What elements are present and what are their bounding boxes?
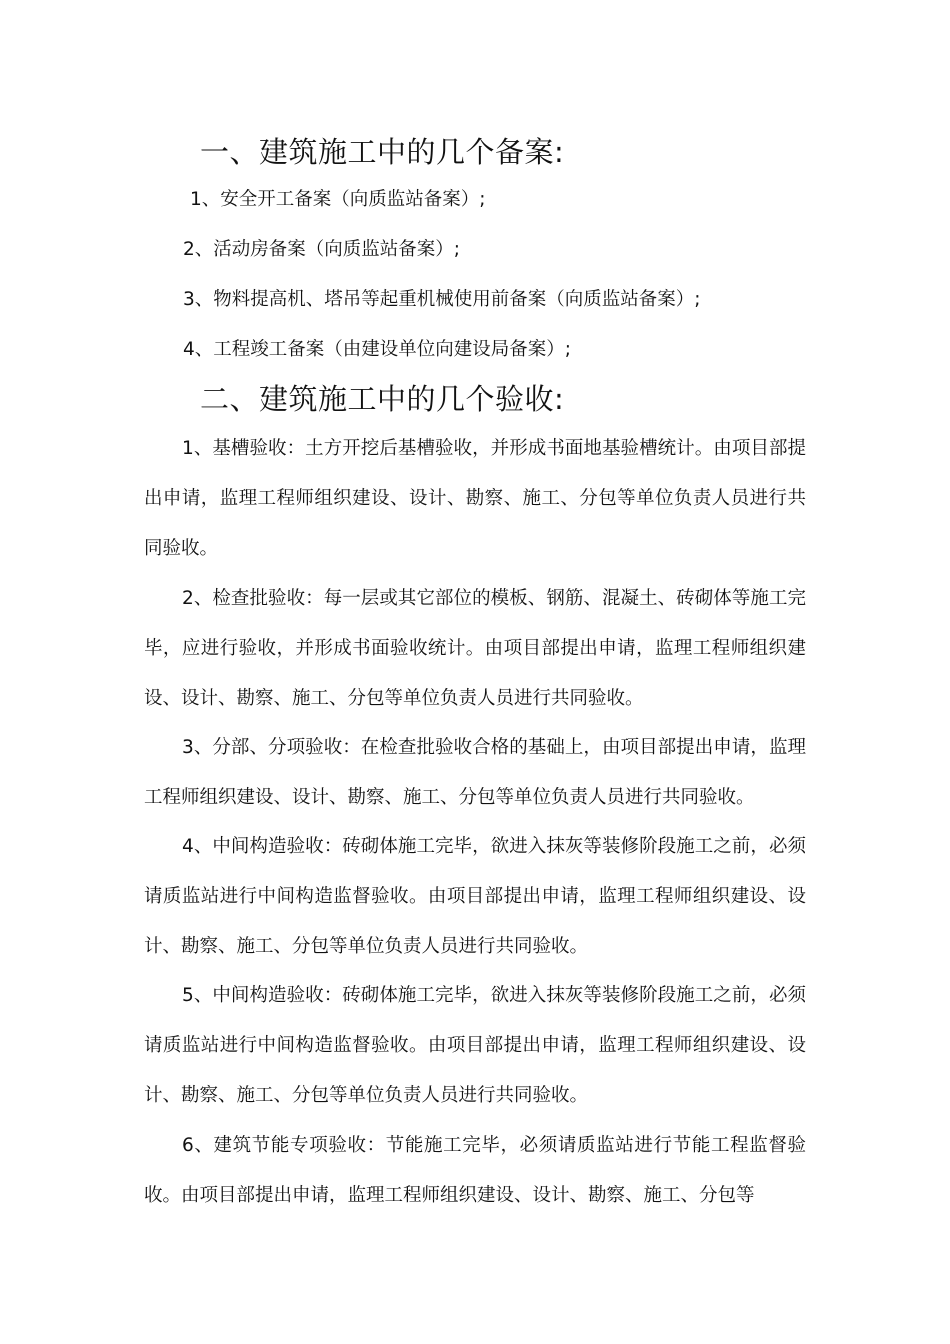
inspection-paragraph-5: 5、中间构造验收：砖砌体施工完毕，欲进入抹灰等装修阶段施工之前，必须请质监站进行中间构造监督验收。由项目部提出申请，监理工程师组织建设、设计、勘察、施工、分包等单位负责人员进行共同验收。 [144,985,806,1106]
filing-item-2: 2、活动房备案（向质监站备案）; [183,239,461,260]
inspection-paragraph-1: 1、基槽验收：土方开挖后基槽验收，并形成书面地基验槽统计。由项目部提出申请，监理工程师组织建设、设计、勘察、施工、分包等单位负责人员进行共同验收。 [144,438,806,559]
inspection-paragraph-4: 4、中间构造验收：砖砌体施工完毕，欲进入抹灰等装修阶段施工之前，必须请质监站进行中间构造监督验收。由项目部提出申请，监理工程师组织建设、设计、勘察、施工、分包等单位负责人员进行共同验收。 [144,836,806,957]
filing-item-1: 1、安全开工备案（向质监站备案）; [190,189,486,210]
section-heading-filings: 一、建筑施工中的几个备案: [200,135,565,169]
inspection-paragraph-3: 3、分部、分项验收：在检查批验收合格的基础上，由项目部提出申请，监理工程师组织建设、设计、勘察、施工、分包等单位负责人员进行共同验收。 [144,737,806,808]
section-heading-inspections: 二、建筑施工中的几个验收: [200,382,565,416]
filing-item-4: 4、工程竣工备案（由建设单位向建设局备案）; [183,339,572,360]
inspection-paragraph-2: 2、检查批验收：每一层或其它部位的模板、钢筋、混凝土、砖砌体等施工完毕，应进行验收，并形成书面验收统计。由项目部提出申请，监理工程师组织建设、设计、勘察、施工、分包等单位负责人员进行共同验收。 [144,588,806,709]
inspection-paragraph-6: 6、建筑节能专项验收：节能施工完毕，必须请质监站进行节能工程监督验收。由项目部提出申请，监理工程师组织建设、设计、勘察、施工、分包等 [144,1135,806,1206]
filing-item-3: 3、物料提高机、塔吊等起重机械使用前备案（向质监站备案）; [183,289,701,310]
